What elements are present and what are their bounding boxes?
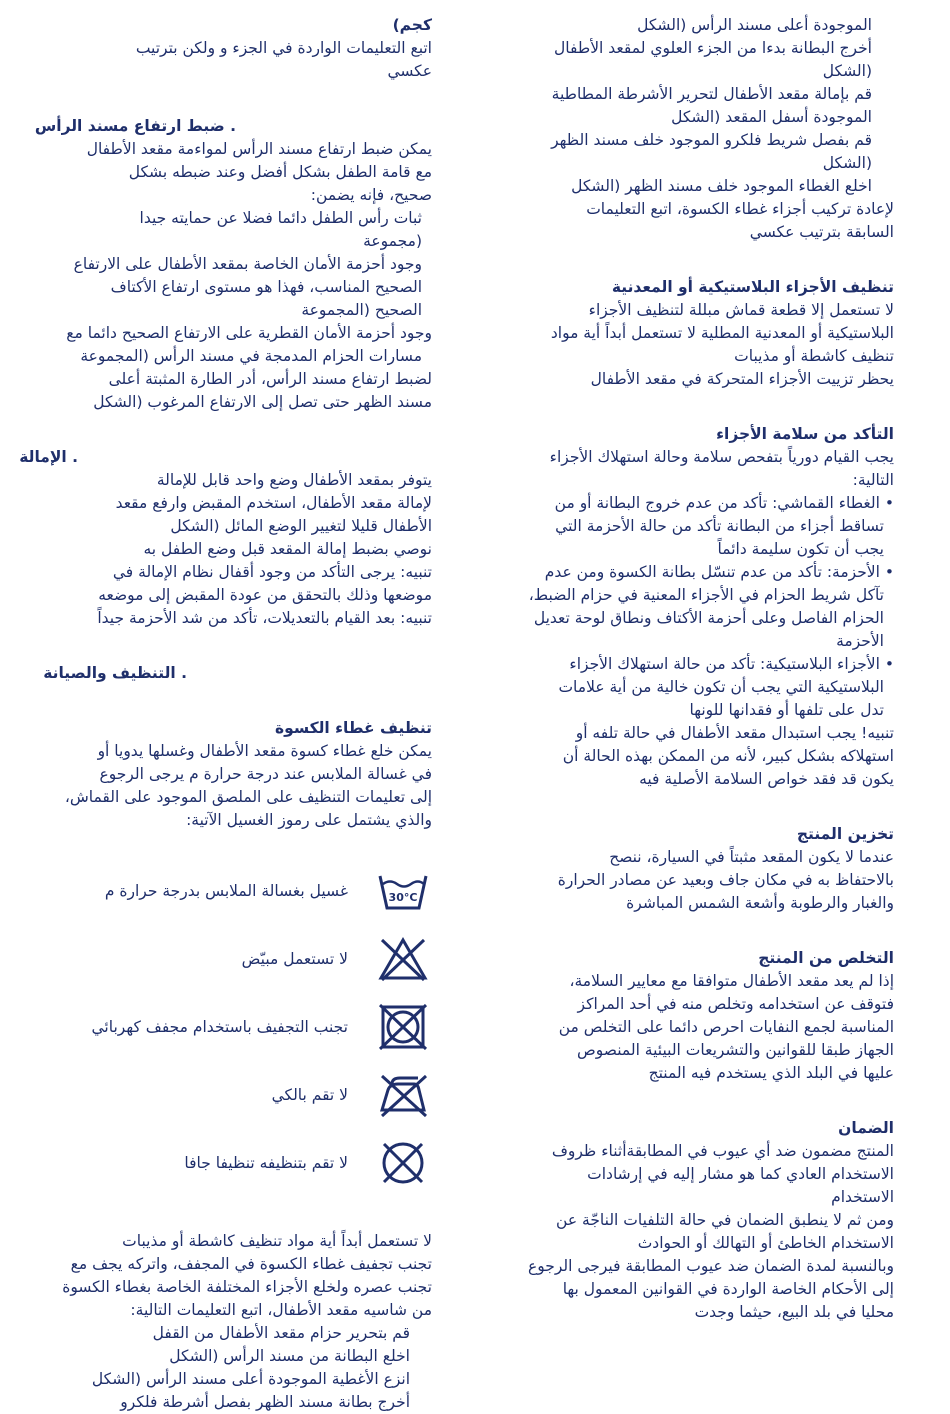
text-line: الاستخدام	[831, 1188, 894, 1206]
text-line: التالية:	[852, 471, 894, 489]
text-line: المنتج مضمون ضد أي عيوب في المطابقةأثناء ظروف	[551, 1142, 894, 1160]
text-line: تنظيف كاشطة أو مذيبات	[734, 347, 894, 365]
text-line: مسند الظهر حتى تصل إلى الارتفاع المرغوب (الشكل	[93, 393, 432, 411]
text-line: الصحيح (المجموعة	[301, 301, 422, 319]
text-line: الاستخدام الخاطئ أو التهالك أو الحوادث	[637, 1234, 894, 1252]
text-line: استهلاكه بشكل كبير، لأنه من الممكن بهذه الحالة أن	[562, 747, 894, 765]
section-title: كجم)	[392, 16, 432, 34]
care-symbol-row	[7, 868, 432, 914]
text-line: انزع الأغطية الموجودة أعلى مسند الرأس (الشكل	[91, 1370, 410, 1388]
section-title: تخزين المنتج	[796, 825, 894, 843]
no-iron-icon	[374, 1072, 432, 1118]
section-title: التأكد من سلامة الأجزاء	[716, 425, 894, 443]
care-symbol-label: غسيل بغسالة الملابس بدرجة حرارة م	[104, 881, 348, 900]
bullet-line: • الأحزمة: تأكد من عدم تنسّل بطانة الكسوة ومن عدم	[544, 563, 894, 581]
text-line: في غسالة الملابس عند درجة حرارة م يرجى الرجوع	[99, 765, 432, 783]
text-line: إذا لم يعد مقعد الأطفال متوافقا مع معايير السلامة،	[569, 972, 894, 990]
text-line: اخلع البطانة من مسند الرأس (الشكل	[169, 1347, 410, 1365]
bullet-line: • الغطاء القماشي: تأكد من عدم خروج البطانة أو من	[554, 494, 894, 512]
text-line: المناسبة لجمع النفايات احرص دائما على التخلص من	[558, 1018, 894, 1036]
no-tumble-dry-icon	[374, 1004, 432, 1050]
text-line: يتوفر بمقعد الأطفال وضع واحد قابل للإمالة	[156, 471, 432, 489]
text-line: الأحزمة	[836, 632, 884, 650]
left-column	[7, 14, 432, 1414]
text-line: موضعها وذلك بالتحقق من عودة المقبض إلى موضعه	[98, 586, 432, 604]
text-line: ثبات رأس الطفل دائما فضلا عن حمايته جيدا	[139, 209, 422, 227]
care-symbol-label: تجنب التجفيف باستخدام مجفف كهربائي	[91, 1017, 348, 1036]
text-line: (مجموعة	[363, 232, 422, 250]
text-line: إلى الأحكام الخاصة الواردة في القوانين المعمول بها	[562, 1280, 894, 1298]
text-line: الموجودة أسفل المقعد (الشكل	[671, 108, 872, 126]
text-line: يمكن ضبط ارتفاع مسند الرأس لمواءمة مقعد الأطفال	[86, 140, 432, 158]
text-line: صحيح، فإنه يضمن:	[310, 186, 432, 204]
care-symbol-label: لا تستعمل مبيّض	[241, 949, 348, 968]
text-line: والذي يشتمل على رموز الغسيل الآتية:	[186, 811, 432, 829]
text-line: تجنب تجفيف غطاء الكسوة في المجفف، واتركه يجف مع	[70, 1255, 432, 1273]
text-line: لا تستعمل إلا قطعة قماش مبللة لتنظيف الأجزاء	[588, 301, 894, 319]
text-line: عندما لا يكون المقعد مثبتاً في السيارة، ننصح	[609, 848, 894, 866]
text-line: السابقة بترتيب عكسي	[749, 223, 894, 241]
text-line: يجب القيام دورياً بتفحص سلامة وحالة استهلاك الأجزاء	[549, 448, 894, 466]
text-line: والغبار والرطوبة وأشعة الشمس المباشرة	[626, 894, 894, 912]
text-line: يمكن خلع غطاء كسوة مقعد الأطفال وغسلها يدويا أو	[97, 742, 432, 760]
text-line: يحظر تزييت الأجزاء المتحركة في مقعد الأطفال	[590, 370, 894, 388]
text-line: تدل على تلفها أو فقدانها للونها	[689, 701, 884, 719]
text-line: (الشكل	[822, 154, 872, 172]
text-line: الصحيح المناسب، فهذا هو مستوى ارتفاع الأكتاف	[110, 278, 422, 296]
text-line: (الشكل	[822, 62, 872, 80]
text-line: قم بفصل شريط فلكرو الموجود خلف مسند الظهر	[551, 131, 872, 149]
text-line: لإمالة مقعد الأطفال، استخدم المقبض وارفع مقعد	[115, 494, 432, 512]
text-line: الاستخدام العادي كما هو مشار إليه في إرشادات	[587, 1165, 894, 1183]
care-symbols-list	[7, 868, 432, 1186]
text-line: عليها في البلد الذي يستخدم فيه المنتج	[648, 1064, 894, 1082]
section-title: . التنظيف والصيانة	[43, 664, 187, 682]
text-line: تساقط أجزاء من البطانة تأكد من حالة الأحزمة التي	[555, 517, 884, 535]
text-line: لا تستعمل أبداً أية مواد تنظيف كاشطة أو مذيبات	[122, 1232, 432, 1250]
text-line: اتبع التعليمات الواردة في الجزء و ولكن بترتيب	[135, 39, 432, 57]
text-line: الأطفال قليلا لتغيير الوضع المائل (الشكل	[170, 517, 432, 535]
text-line: عكسي	[387, 62, 432, 80]
text-line: الجهاز طبقا للقوانين والتشريعات البيئية المنصوص	[577, 1041, 894, 1059]
text-line: تآكل شريط الحزام في الأجزاء المعنية في حزام الضبط،	[528, 586, 884, 604]
care-symbol-row	[7, 1072, 432, 1118]
text-line: قم بتحرير حزام مقعد الأطفال من القفل	[152, 1324, 410, 1342]
right-column	[466, 14, 894, 1324]
text-line: البلاستيكية أو المعدنية المطلية لا تستعمل أبداً أية مواد	[550, 324, 894, 342]
section-title: التخلص من المنتج	[758, 949, 894, 967]
bullet-line: • الأجزاء البلاستيكية: تأكد من حالة استهلاك الأجزاء	[569, 655, 894, 673]
care-symbol-row	[7, 1140, 432, 1186]
care-symbol-row	[7, 1004, 432, 1050]
text-line: من شاسيه مقعد الأطفال، اتبع التعليمات التالية:	[130, 1301, 432, 1319]
text-line: لإعادة تركيب أجزاء غطاء الكسوة، اتبع التعليمات	[586, 200, 894, 218]
text-line: مسارات الحزام المدمجة في مسند الرأس (المجموعة	[80, 347, 422, 365]
text-line: فتوقف عن استخدامه وتخلص منه في أحد المراكز	[577, 995, 894, 1013]
text-line: الموجودة أعلى مسند الرأس (الشكل	[637, 16, 872, 34]
text-line: تجنب عصره ولخلع الأجزاء المختلفة الخاصة بغطاء الكسوة	[62, 1278, 432, 1296]
text-line: بالاحتفاظ به في مكان جاف وبعيد عن مصادر الحرارة	[557, 871, 894, 889]
text-line: إلى تعليمات التنظيف على الملصق الموجود على القماش،	[64, 788, 432, 806]
text-line: ومن ثم لا ينطبق الضمان في حالة التلفيات الناجّة عن	[556, 1211, 894, 1229]
text-line: يجب أن تكون سليمة دائماً	[717, 540, 884, 558]
text-line: لضبط ارتفاع مسند الرأس، أدر الطارة المثبتة أعلى	[108, 370, 432, 388]
warning-line: تنبيه: بعد القيام بالتعديلات، تأكد من شد الأحزمة جيداً	[97, 609, 432, 627]
text-line: نوصي بضبط إمالة المقعد قبل وضع الطفل به	[143, 540, 432, 558]
text-line: اخلع الغطاء الموجود خلف مسند الظهر (الشكل	[571, 177, 872, 195]
no-dry-clean-icon	[374, 1140, 432, 1186]
care-symbol-row	[7, 936, 432, 982]
text-line: الحزام الفاصل وعلى أحزمة الأكتاف ونطاق لوحة تعديل	[533, 609, 884, 627]
care-symbol-label: لا تقم بتنظيفه تنظيفا جافا	[184, 1153, 348, 1172]
text-line: يكون قد فقد خواص السلامة الأصلية فيه	[639, 770, 894, 788]
section-title: . ضبط ارتفاع مسند الرأس	[34, 117, 236, 135]
section-title: الضمان	[838, 1119, 894, 1137]
text-line: البلاستيكية التي يجب أن تكون خالية من أية علامات	[558, 678, 884, 696]
care-symbol-label: لا تقم بالكي	[271, 1085, 348, 1104]
section-title: تنظيف غطاء الكسوة	[274, 719, 432, 737]
warning-line: تنبيه! يجب استبدال مقعد الأطفال في حالة تلفه أو	[575, 724, 894, 742]
section-title: . الإمالة	[19, 448, 78, 466]
text-line: وجود أحزمة الأمان القطرية على الارتفاع الصحيح دائما مع	[66, 324, 432, 342]
no-bleach-icon	[374, 936, 432, 982]
wash-temp-label: 30°C	[388, 891, 418, 904]
warning-line: تنبيه: يرجى التأكد من وجود أقفال نظام الإمالة في	[112, 563, 432, 581]
text-line: مع قامة الطفل بشكل أفضل وعند ضبطه بشكل	[128, 163, 432, 181]
text-line: وجود أحزمة الأمان الخاصة بمقعد الأطفال على الارتفاع	[73, 255, 422, 273]
text-line: محليا في بلد البيع، حيثما وجدت	[694, 1303, 894, 1321]
text-line: وبالنسبة لمدة الضمان ضد عيوب المطابقة فيرجى الرجوع	[528, 1257, 894, 1275]
wash-30-icon	[374, 868, 432, 914]
text-line: أخرج بطانة مسند الظهر بفصل أشرطة فلكرو	[120, 1393, 410, 1411]
section-title: تنظيف الأجزاء البلاستيكية أو المعدنية	[611, 278, 894, 296]
text-line: أخرج البطانة بدءا من الجزء العلوي لمقعد الأطفال	[554, 39, 872, 57]
text-line: قم بإمالة مقعد الأطفال لتحرير الأشرطة المطاطية	[551, 85, 872, 103]
